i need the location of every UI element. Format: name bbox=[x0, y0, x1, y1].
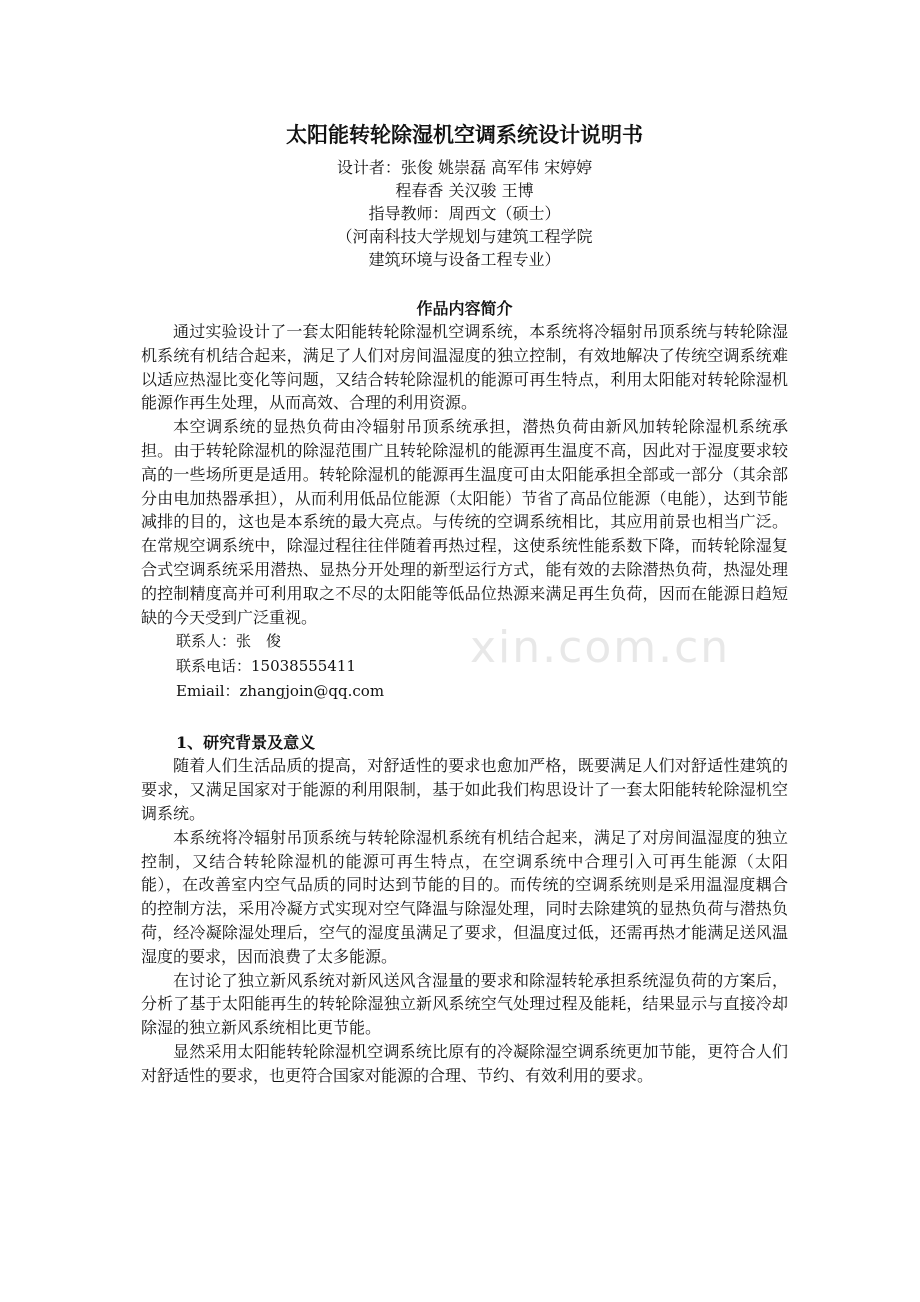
summary-paragraph: 本空调系统的显热负荷由冷辐射吊顶系统承担，潜热负荷由新风加转轮除湿机系统承担。由于转轮除湿机的除湿范围广且转轮除湿机的能源再生温度不高，因此对于湿度要求较高的一些场所更是适用。转轮除湿机的能源再生温度可由太阳能承担全部或一部分（其余部分由电加热器承担），从而利用低品位能源（太阳能）节省了高品位能源（电能），达到节能减排的目的，这也是本系统的最大亮点。与传统的空调系统相比，其应用前景也相当广泛。在常规空调系统中，除湿过程往往伴随着再热过程，这使系统性能系数下降，而转轮除湿复合式空调系统采用潜热、显热分开处理的新型运行方式，能有效的去除潜热负荷，热湿处理的控制精度高并可利用取之不尽的太阳能等低品位热源来满足再生负荷，因而在能源日趋短缺的今天受到广泛重视。 bbox=[141, 417, 788, 627]
affiliation-line-2: 建筑环境与设备工程专业） bbox=[368, 250, 561, 269]
section-1-paragraph: 随着人们生活品质的提高，对舒适性的要求也愈加严格，既要满足人们对舒适性建筑的要求，又满足国家对于能源的利用限制，基于如此我们构思设计了一套太阳能转轮除湿机空调系统。 bbox=[141, 756, 788, 823]
affiliation-line-1: （河南科技大学规划与建筑工程学院 bbox=[336, 227, 593, 246]
summary-paragraph: 通过实验设计了一套太阳能转轮除湿机空调系统，本系统将冷辐射吊顶系统与转轮除湿机系统有机结合起来，满足了人们对房间温湿度的独立控制，有效地解决了传统空调系统难以适应热湿比变化等问题，又结合转轮除湿机的能源可再生特点，利用太阳能对转轮除湿机能源作再生处理，从而高效、合理的利用资源。 bbox=[141, 322, 788, 413]
contact-email: Emiail：zhangjoin@qq.com bbox=[176, 682, 385, 701]
section-1-heading: 1、研究背景及意义 bbox=[176, 733, 316, 753]
section-1-paragraph: 在讨论了独立新风系统对新风送风含湿量的要求和除湿转轮承担系统湿负荷的方案后，分析了基于太阳能再生的转轮除湿独立新风系统空气处理过程及能耗，结果显示与直接冷却除湿的独立新风系统相比更节能。 bbox=[141, 970, 788, 1038]
document-page bbox=[141, 120, 788, 1088]
authors-line-1: 设计者：张俊 姚崇磊 高军伟 宋婷婷 bbox=[336, 158, 593, 177]
section-1-paragraph: 显然采用太阳能转轮除湿机空调系统比原有的冷凝除湿空调系统更加节能，更符合人们对舒适性的要求，也更符合国家对能源的合理、节约、有效利用的要求。 bbox=[141, 1041, 788, 1085]
contact-phone: 联系电话：15038555411 bbox=[176, 657, 356, 676]
section-1-paragraph: 本系统将冷辐射吊顶系统与转轮除湿机系统有机结合起来，满足了对房间温湿度的独立控制，又结合转轮除湿机的能源可再生特点，在空调系统中合理引入可再生能源（太阳能），在改善室内空气品质的同时达到节能的目的。而传统的空调系统则是采用温湿度耦合的控制方法，采用冷凝方式实现对空气降温与除湿处理，同时去除建筑的显热负荷与潜热负荷，经冷凝除湿处理后，空气的湿度虽满足了要求，但温度过低，还需再热才能满足送风温湿度的要求，因而浪费了太多能源。 bbox=[141, 827, 788, 966]
summary-heading: 作品内容简介 bbox=[416, 299, 513, 318]
watermark: xin.com.cn bbox=[470, 622, 731, 673]
document-title: 太阳能转轮除湿机空调系统设计说明书 bbox=[286, 122, 643, 147]
advisor-line: 指导教师：周西文（硕士） bbox=[368, 204, 561, 223]
contact-person: 联系人：张 俊 bbox=[176, 632, 282, 651]
authors-line-2: 程春香 关汉骏 王博 bbox=[395, 181, 534, 200]
